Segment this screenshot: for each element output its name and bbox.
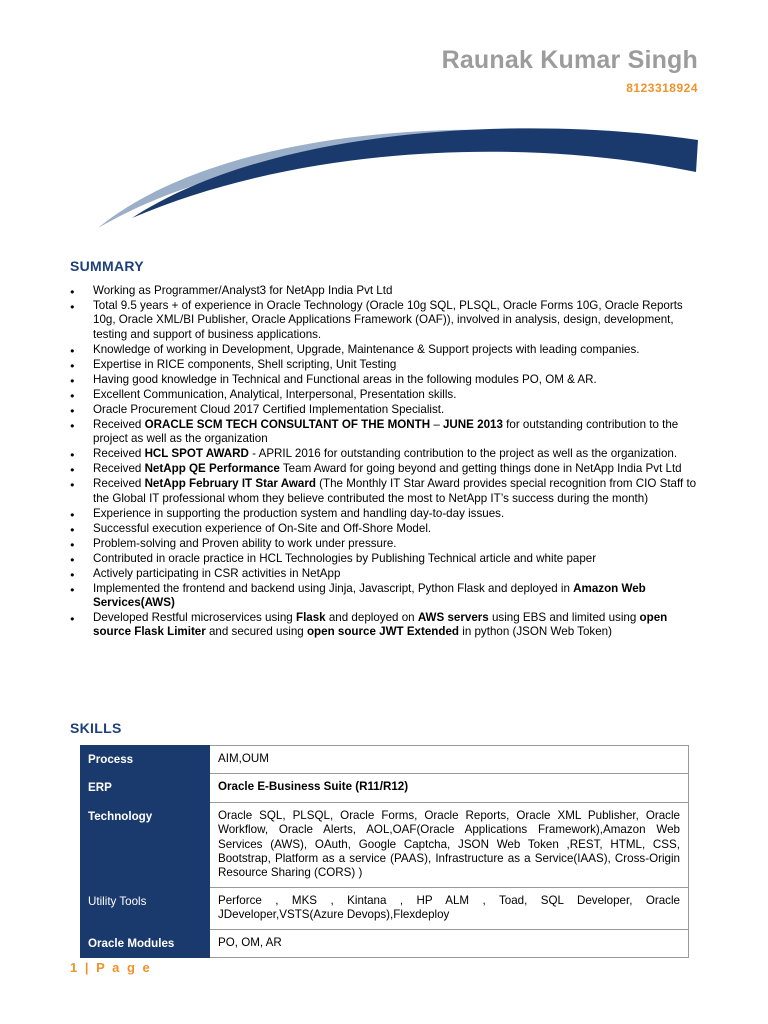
summary-item-bold-text: AWS servers [417,611,489,625]
summary-item-text: Excellent Communication, Analytical, Interpersonal, Presentation skills. [93,387,457,401]
skill-category-value: Oracle E-Business Suite (R11/R12) [210,774,689,802]
candidate-name: Raunak Kumar Singh [441,46,698,74]
skill-category-label: Process [81,746,210,774]
skills-row [81,802,689,887]
summary-item [70,284,700,298]
skill-category-value: Oracle SQL, PLSQL, Oracle Forms, Oracle Reports, Oracle XML Publisher, Oracle Workflow, Oracle Alerts, AOL,OAF(Oracle Applications Framework),Amazon Web Services (AWS), OAuth, Google Captcha, JSON Web Token ,REST, HTML, CSS, Bootstrap, Platform as a service (PAAS), Infrastructure as a Service(IAAS), Cross-Origin Resource Sharing (CORS) ) [210,802,689,887]
skills-row [81,746,689,774]
summary-item-text: Implemented the frontend and backend using Jinja, Javascript, Python Flask and deployed in [93,581,574,595]
summary-item-text: Successful execution experience of On-Site and Off-Shore Model. [93,521,432,535]
summary-item-text: Having good knowledge in Technical and Functional areas in the following modules PO, OM & AR. [93,372,597,386]
summary-item [70,343,700,357]
summary-item-text: Received [93,447,145,461]
summary-item-bold-text: NetApp QE Performance [144,462,280,476]
summary-item-text: - APRIL 2016 for outstanding contribution to the project as well as the organization. [248,447,678,461]
summary-item [70,358,700,372]
phone-number: 8123318924 [626,81,698,95]
summary-item-text: Received [93,417,145,431]
summary-item-text: Developed Restful microservices using [93,611,296,625]
skill-category-value: AIM,OUM [210,746,689,774]
summary-item-bold-text: HCL SPOT AWARD [144,447,249,461]
summary-item-text: – [430,417,443,431]
summary-item-text: (The Monthly IT Star Award provides special recognition from CIO Staff to the Global IT professional whom they believe contributed the most to NetApp IT’s success during the month) [93,477,697,505]
skill-category-label: Utility Tools [81,887,210,929]
summary-item [70,567,700,581]
summary-item [70,299,700,342]
header-swoosh-graphic [0,100,768,250]
summary-item [70,507,700,521]
summary-item-text: Received [93,477,145,491]
summary-item [70,611,700,640]
summary-item-text: Received [93,462,145,476]
summary-item-text: Contributed in oracle practice in HCL Technologies by Publishing Technical article and white paper [93,551,597,565]
summary-item-bold-text: Amazon Web Services(AWS) [93,581,646,610]
summary-item-text: Actively participating in CSR activities in NetApp [93,566,341,580]
summary-heading: SUMMARY [70,258,144,274]
skill-category-value: Perforce , MKS , Kintana , HP ALM , Toad, SQL Developer, Oracle JDeveloper,VSTS(Azure Devops),Flexdeploy [210,887,689,929]
summary-item-bold-text: open source Flask Limiter [93,611,668,639]
skills-row [81,887,689,929]
summary-item-text: Knowledge of working in Development, Upgrade, Maintenance & Support projects with leading companies. [93,342,640,356]
summary-item-bold-text: JUNE 2013 [442,417,503,431]
summary-item [70,447,700,461]
summary-item-bold-text: NetApp February IT Star Award [144,477,316,491]
summary-item [70,388,700,402]
skills-row [81,929,689,957]
summary-item-text: Working as Programmer/Analyst3 for NetApp India Pvt Ltd [93,284,393,297]
skill-category-value: PO, OM, AR [210,929,689,957]
summary-item [70,418,700,447]
skills-heading: SKILLS [70,720,122,736]
summary-item-text: for outstanding contribution to the project as well as the organization [93,417,679,446]
summary-list [70,284,700,640]
skill-category-label: Oracle Modules [81,929,210,957]
summary-item-text: Problem-solving and Proven ability to work under pressure. [93,536,397,550]
summary-item [70,373,700,387]
summary-item-text: in python (JSON Web Token) [459,625,612,639]
summary-item [70,477,700,506]
summary-item-text: Expertise in RICE components, Shell scripting, Unit Testing [93,357,397,371]
summary-item-text: Total 9.5 years + of experience in Oracle Technology (Oracle 10g SQL, PLSQL, Oracle Forms 10G, Oracle Reports 10g, Oracle XML/BI Publisher, Oracle Applications Framework (OAF)), involved in analysis, design, development, testing and support of business applications. [93,299,683,341]
skills-row [81,774,689,802]
summary-item [70,552,700,566]
skill-category-label: Technology [81,802,210,887]
summary-item-text: and secured using [205,625,307,639]
summary-item-bold-text: open source JWT Extended [306,625,460,639]
summary-item [70,522,700,536]
summary-item-text: using EBS and limited using [488,611,640,625]
summary-item [70,537,700,551]
summary-item-bold-text: ORACLE SCM TECH CONSULTANT OF THE MONTH [144,417,431,431]
summary-item-text: Team Award for going beyond and getting things done in NetApp India Pvt Ltd [279,462,682,476]
skill-category-label: ERP [81,774,210,802]
page-number-footer: 1 | P a g e [70,960,152,975]
summary-item-bold-text: Flask [295,611,326,625]
summary-item [70,462,700,476]
summary-item [70,403,700,417]
summary-item-text: Experience in supporting the production system and handling day-to-day issues. [93,506,505,520]
skills-table [80,745,689,958]
summary-item-text: Oracle Procurement Cloud 2017 Certified Implementation Specialist. [93,402,445,416]
summary-item-text: and deployed on [325,611,418,625]
summary-item [70,582,700,611]
